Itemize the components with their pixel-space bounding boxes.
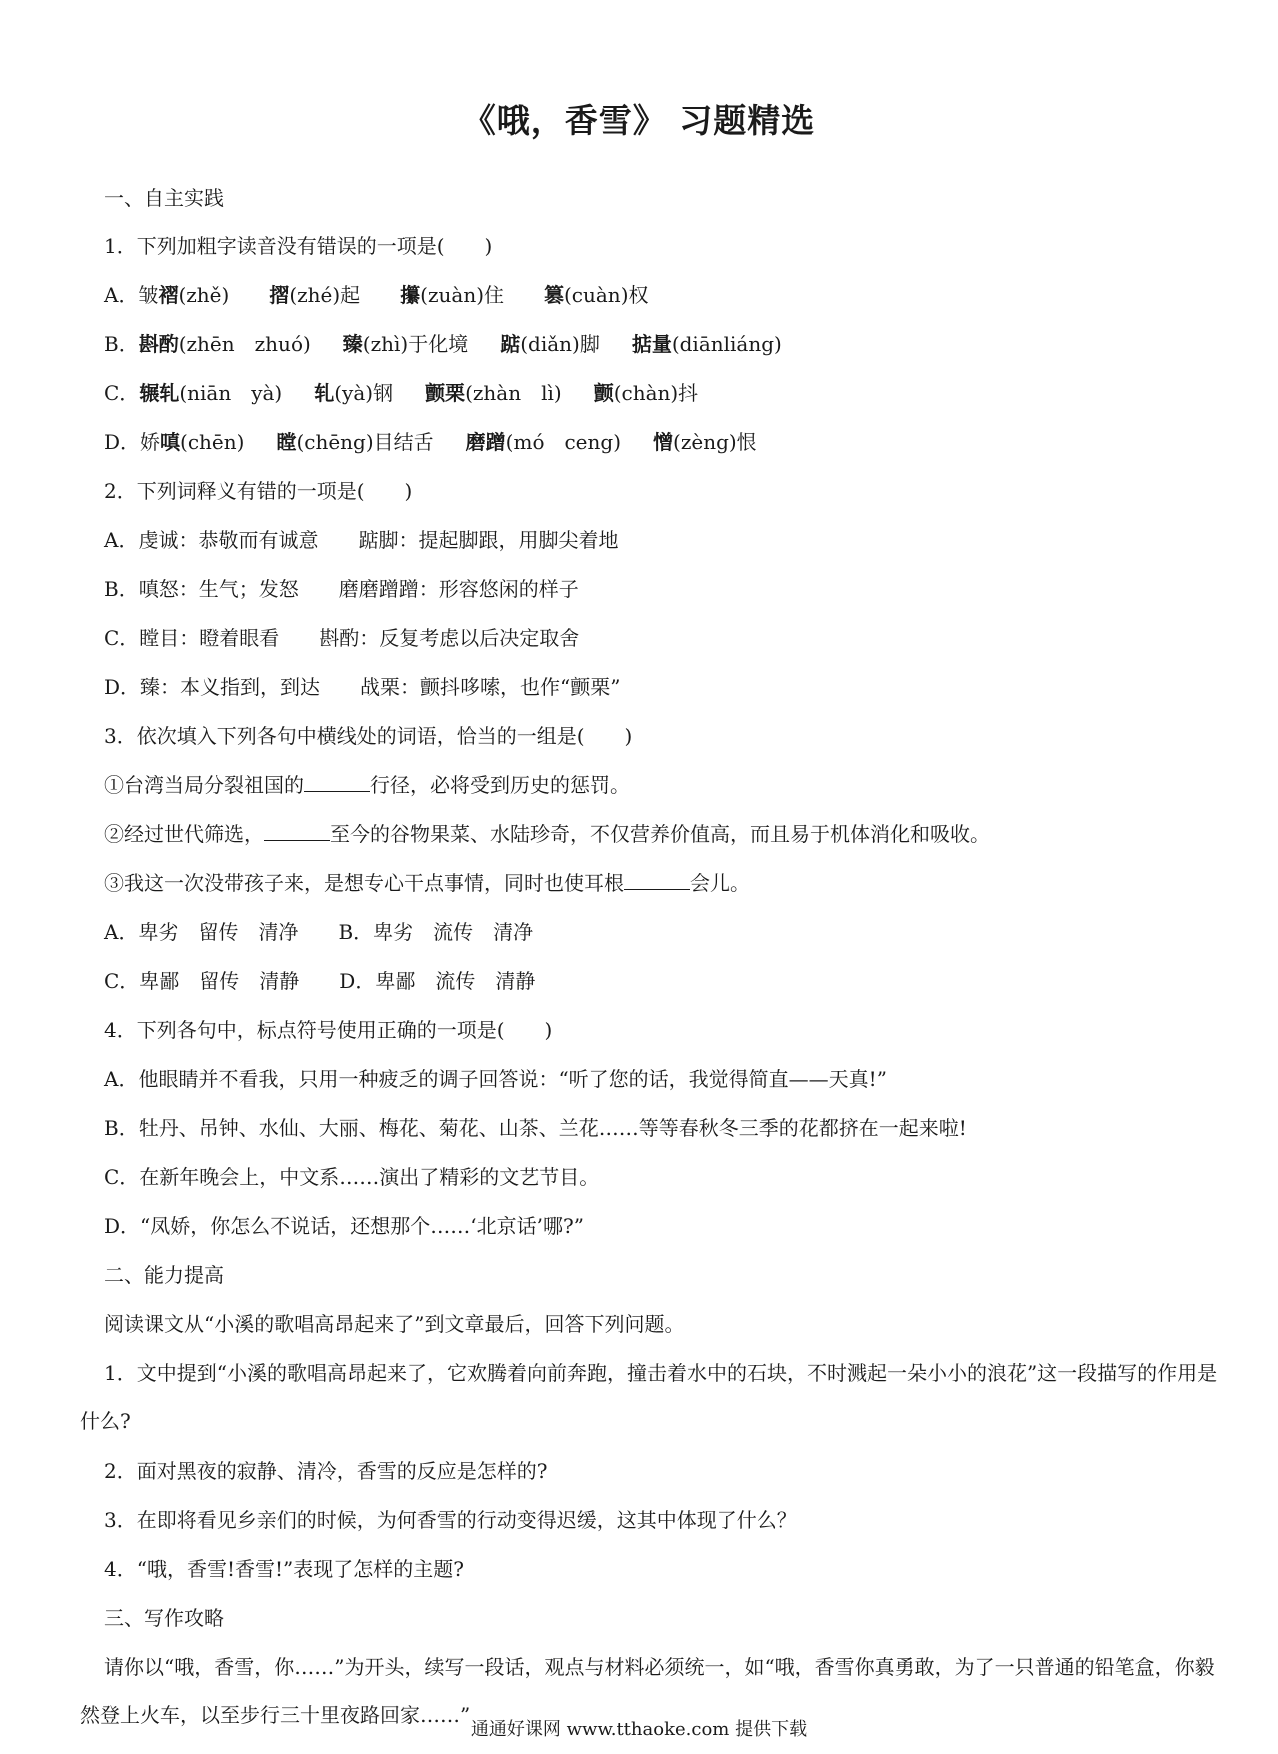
q1-option-d (104, 430, 757, 454)
q4-option-d: D．“凤娇，你怎么不说话，还想那个……‘北京话’哪?” (104, 1214, 584, 1238)
q1-option-b (104, 332, 782, 356)
q1-option-a (104, 283, 649, 307)
q3-options-ab: A．卑劣 留传 清净 B．卑劣 流传 清净 (104, 920, 534, 944)
reading-question-2: 2．面对黑夜的寂静、清冷，香雪的反应是怎样的? (104, 1459, 548, 1483)
fill-blank (624, 871, 690, 890)
pinyin-item: 攥(zuàn)住 (400, 283, 504, 307)
q1-stem: 1．下列加粗字读音没有错误的一项是( ) (104, 234, 493, 258)
q2-option-c: C．瞠目：瞪着眼看 斟酌：反复考虑以后决定取舍 (104, 626, 580, 650)
q3-sentence-2: ②经过世代筛选， 至今的谷物果菜、水陆珍奇，不仅营养价值高，而且易于机体消化和吸收。 (104, 822, 990, 846)
q2-option-b: B．嗔怒：生气；发怒 磨磨蹭蹭：形容悠闲的样子 (104, 577, 579, 601)
q2-stem: 2．下列词释义有错的一项是( ) (104, 479, 413, 503)
pinyin-item: 憎(zèng)恨 (653, 430, 757, 454)
option-label: B． (104, 332, 139, 356)
page-title: 《哦，香雪》 习题精选 (462, 101, 816, 140)
q1-option-c (104, 381, 698, 405)
pinyin-item: 颤栗(zhàn lì) (425, 381, 562, 405)
pinyin-item: 辗轧(niān yà) (139, 381, 283, 405)
fill-blank (304, 773, 370, 792)
pinyin-item: 摺(zhé)起 (269, 283, 361, 307)
q3-options-cd: C．卑鄙 留传 清静 D．卑鄙 流传 清静 (104, 969, 536, 993)
reading-question-1: 1．文中提到“小溪的歌唱高昂起来了，它欢腾着向前奔跑，撞击着水中的石块，不时溅起一朵小小的浪花”这一段描写的作用是什么? (80, 1361, 1218, 1433)
q3-sentence-1: ①台湾当局分裂祖国的 行径，必将受到历史的惩罚。 (104, 773, 630, 797)
pinyin-item: 磨蹭(mó ceng) (465, 430, 622, 454)
pinyin-item: 踮(diǎn)脚 (500, 332, 600, 356)
option-label: D． (104, 430, 141, 454)
pinyin-item: 轧(yà)钢 (314, 381, 394, 405)
page-footer: 通通好课网 www.tthaoke.com 提供下载 (470, 1719, 808, 1740)
reading-question-3: 3．在即将看见乡亲们的时候，为何香雪的行动变得迟缓，这其中体现了什么？ (104, 1508, 797, 1532)
pinyin-item: 瞠(chēng)目结舌 (276, 430, 434, 454)
q3-stem: 3．依次填入下列各句中横线处的词语，恰当的一组是( ) (104, 724, 633, 748)
option-label: A． (104, 283, 139, 307)
pinyin-item: 篡(cuàn)权 (544, 283, 649, 307)
pinyin-item: 掂量(diānliáng) (631, 332, 782, 356)
q4-option-a: A．他眼睛并不看我，只用一种疲乏的调子回答说：“听了您的话，我觉得简直——天真!” (104, 1067, 887, 1091)
option-label: C． (104, 381, 140, 405)
section-heading-1: 一、自主实践 (104, 186, 224, 210)
reading-intro: 阅读课文从“小溪的歌唱高昂起来了”到文章最后，回答下列问题。 (104, 1312, 685, 1336)
fill-blank (264, 822, 330, 841)
writing-prompt: 请你以“哦，香雪，你……”为开头，续写一段话，观点与材料必须统一，如“哦，香雪你真勇敢，为了一只普通的铅笔盒，你毅然登上火车，以至步行三十里夜路回家……” (80, 1655, 1215, 1727)
reading-question-4: 4．“哦，香雪!香雪!”表现了怎样的主题? (104, 1557, 464, 1581)
q2-option-d: D．臻：本义指到，到达 战栗：颤抖哆嗦，也作“颤栗” (104, 675, 621, 699)
pinyin-item: 皱褶(zhě) (138, 283, 230, 307)
q4-option-c: C．在新年晚会上，中文系……演出了精彩的文艺节目。 (104, 1165, 600, 1189)
pinyin-item: 颤(chàn)抖 (593, 381, 699, 405)
section-heading-2: 二、能力提高 (104, 1263, 224, 1287)
q3-sentence-3: ③我这一次没带孩子来，是想专心干点事情，同时也使耳根 会儿。 (104, 871, 750, 895)
q4-option-b: B．牡丹、吊钟、水仙、大丽、梅花、菊花、山茶、兰花……等等春秋冬三季的花都挤在一起来啦! (104, 1116, 967, 1140)
pinyin-item: 臻(zhì)于化境 (342, 332, 469, 356)
q2-option-a: A．虔诚：恭敬而有诚意 踮脚：提起脚跟，用脚尖着地 (104, 528, 619, 552)
pinyin-item: 娇嗔(chēn) (140, 430, 245, 454)
section-heading-3: 三、写作攻略 (104, 1606, 224, 1630)
pinyin-item: 斟酌(zhēn zhuó) (138, 332, 311, 356)
q4-stem: 4．下列各句中，标点符号使用正确的一项是( ) (104, 1018, 553, 1042)
